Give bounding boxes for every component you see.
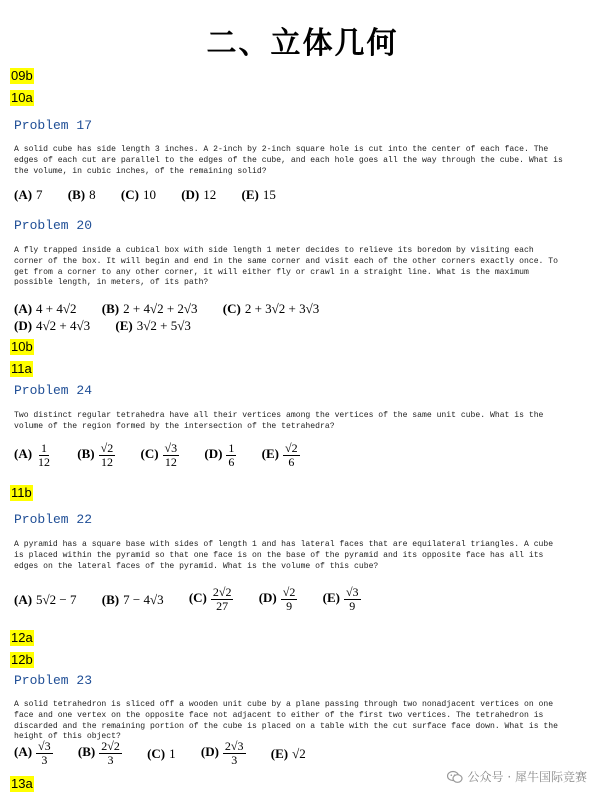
choice-c: (C) 1	[147, 745, 176, 761]
choice-d: (D) $\frac{2√3}{3}$	[200, 739, 244, 767]
choice-b: (B) 8	[67, 187, 96, 203]
wechat-icon	[447, 770, 463, 784]
choice-b: (B) $\frac{2√2}{3}$	[77, 739, 120, 767]
choice-e: (E) 3√2 + 5√3	[115, 318, 191, 334]
problem-heading: Problem 22	[14, 512, 93, 527]
choice-a: (A) 4 + 4√2	[14, 301, 77, 317]
choice-c: (C) $\frac{2√2}{27}$	[188, 585, 232, 613]
choice-c: (C) 2 + 3√2 + 3√3	[222, 301, 320, 317]
choice-d: (D) $\frac{1}{6}$	[204, 441, 235, 469]
tag-12a: 12a	[11, 630, 33, 645]
choice-d: (D) 12	[181, 187, 217, 203]
choice-a: (A) 5√2 − 7	[14, 591, 77, 607]
choice-a: (A) $\frac{√3}{3}$	[14, 739, 51, 767]
answer-choices	[14, 740, 328, 767]
choice-e: (E) $\frac{√2}{6}$	[261, 441, 298, 469]
answer-choices	[14, 586, 383, 613]
watermark-text: 公众号 · 犀牛国际竞赛	[467, 770, 587, 784]
problem-heading: Problem 23	[14, 673, 93, 688]
tag-13a: 13a	[11, 776, 33, 791]
page-title: 二、立体几何	[206, 26, 399, 61]
answer-choices	[14, 300, 341, 317]
tag-11b: 11b	[11, 485, 32, 500]
answer-choices	[14, 317, 213, 334]
problem-heading: Problem 20	[14, 218, 93, 233]
choice-c: (C) $\frac{√3}{12}$	[140, 441, 178, 469]
answer-choices	[14, 442, 322, 469]
choice-b: (B) 2 + 4√2 + 2√3	[101, 301, 198, 317]
choice-b: (B) 7 − 4√3	[101, 591, 164, 607]
choice-e: (E) $\frac{√3}{9}$	[322, 585, 359, 613]
watermark	[447, 768, 587, 785]
problem-text: A solid tetrahedron is sliced off a wooden unit cube by a plane passing through two nonadjacent vertices on one face and one vertex on the opposite face not adjacent to either of the first two vertices. The tetrahedron is discarded and the remaining portion of the cube is placed on a table with the cut surface face down. What is the height of this object?	[14, 700, 558, 742]
tag-09b: 09b	[11, 68, 33, 83]
choice-b: (B) $\frac{√2}{12}$	[77, 441, 114, 469]
tag-10a: 10a	[11, 90, 33, 105]
choice-d: (D) 4√2 + 4√3	[14, 318, 91, 334]
choice-d: (D) $\frac{√2}{9}$	[258, 585, 296, 613]
problem-text: A pyramid has a square base with sides of length 1 and has lateral faces that are equilateral triangles. A cube is placed within the pyramid so that one face is on the base of the pyramid and its opposite face has all its edges on the lateral faces of the pyramid. What is the volume of this cube?	[14, 540, 554, 571]
choice-a: (A) 7	[14, 187, 43, 203]
tag-12b: 12b	[11, 652, 33, 667]
problem-text: Two distinct regular tetrahedra have all their vertices among the vertices of the same unit cube. What is the volume of the region formed by the intersection of the tetrahedra?	[14, 411, 544, 431]
problem-text: A solid cube has side length 3 inches. A 2-inch by 2-inch square hole is cut into the center of each face. The edges of each cut are parallel to the edges of the cube, and each hole goes all the way through the cube. What is the volume, in cubic inches, of the remaining solid?	[14, 145, 563, 176]
problem-heading: Problem 17	[14, 118, 93, 133]
problem-heading: Problem 24	[14, 383, 93, 398]
problem-text: A fly trapped inside a cubical box with side length 1 meter decides to relieve its boredom by visiting each corner of the box. It will begin and end in the same corner and visit each of the other corners exactly once. To get from a corner to any other corner, it will either fly or crawl in a straight line. What is the maximum possible length, in meters, of its path?	[14, 246, 558, 288]
choice-a: (A) $\frac{1}{12}$	[14, 441, 51, 469]
choice-c: (C) 10	[120, 187, 156, 203]
choice-e: (E) √2	[270, 745, 306, 761]
answer-choices	[14, 186, 298, 203]
choice-e: (E) 15	[241, 187, 276, 203]
tag-10b: 10b	[11, 339, 33, 354]
tag-11a: 11a	[11, 361, 32, 376]
